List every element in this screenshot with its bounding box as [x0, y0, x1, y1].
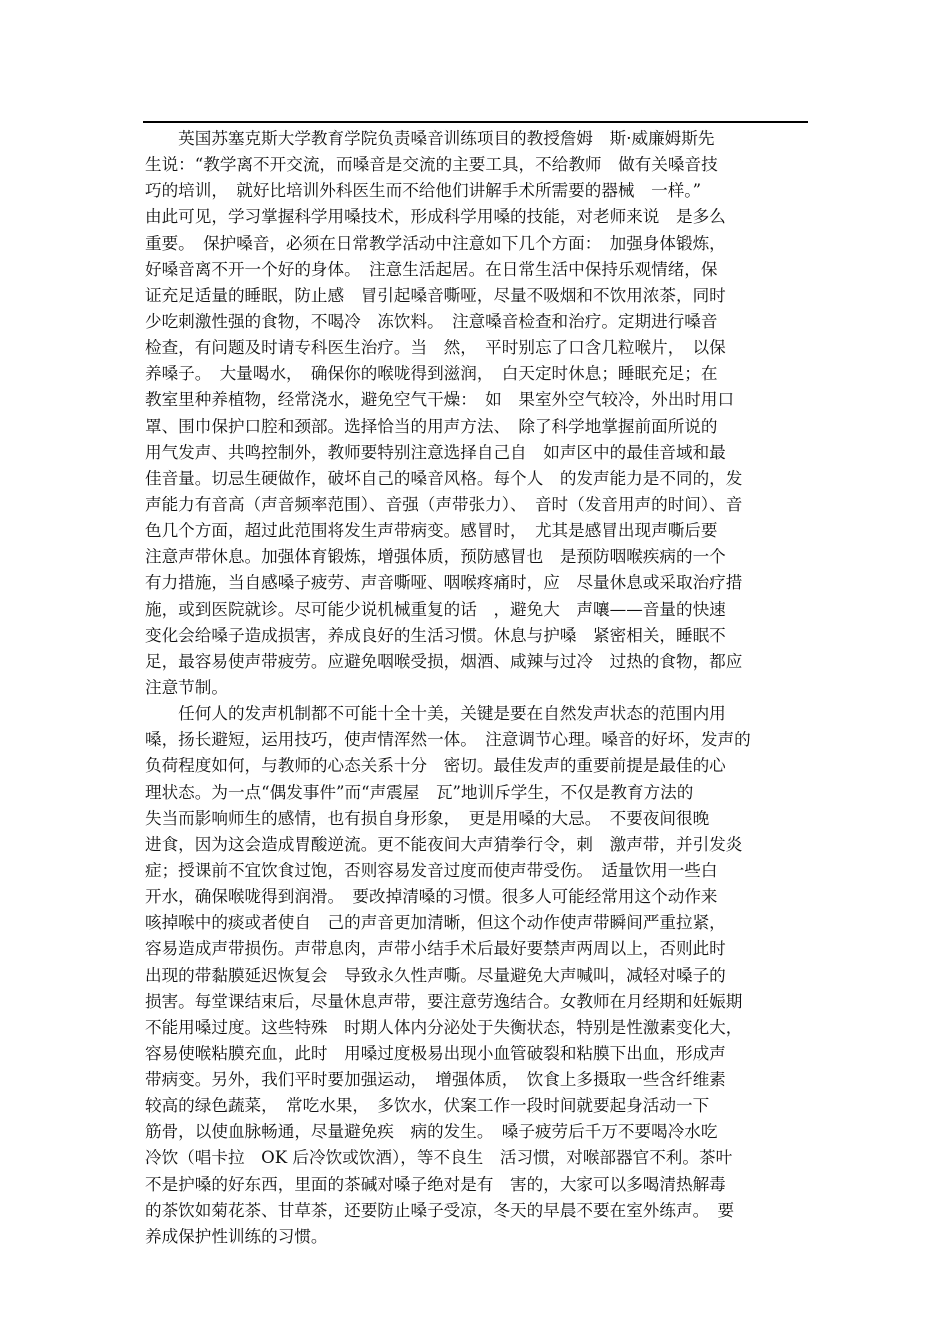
text-line: 养嗓子。 大量喝水， 确保你的喉咙得到滋润， 白天定时休息；睡眠充足；在 [145, 364, 718, 384]
body-text [145, 126, 813, 1250]
text-line: 较高的绿色蔬菜， 常吃水果， 多饮水，伏案工作一段时间就要起身活动一下 [145, 1096, 710, 1116]
text-line: 教室里种养植物，经常浇水，避免空气干燥： 如 果室外空气较冷，外出时用口 [145, 390, 735, 410]
text-line: 任何人的发声机制都不可能十全十美，关键是要在自然发声状态的范围内用 [145, 704, 726, 724]
text-line: 生说：“教学离不开交流，而嗓音是交流的主要工具，不给教师 做有关嗓音技 [145, 155, 718, 175]
text-line: 巧的培训， 就好比培训外科医生而不给他们讲解手术所需要的器械 一样。” [145, 181, 702, 201]
text-line: 证充足适量的睡眠，防止感 冒引起嗓音嘶哑，尽量不吸烟和不饮用浓茶，同时 [145, 285, 726, 305]
header-rule [143, 121, 808, 123]
text-line: 容易造成声带损伤。声带息肉，声带小结手术后最好要禁声两周以上，否则此时 [145, 939, 726, 959]
text-line: 嗓，扬长避短，运用技巧，使声情浑然一体。 注意调节心理。嗓音的好坏，发声的 [145, 730, 751, 750]
text-line: 的茶饮如菊花茶、甘草茶，还要防止嗓子受凉，冬天的早晨不要在室外练声。 要 [145, 1200, 735, 1220]
text-line: 容易使喉粘膜充血，此时 用嗓过度极易出现小血管破裂和粘膜下出血，形成声 [145, 1043, 726, 1063]
text-line: 症；授课前不宜饮食过饱，否则容易发音过度而使声带受伤。 适量饮用一些白 [145, 860, 718, 880]
text-line: 施，或到医院就诊。尽可能少说机械重复的话 ，避免大 声嚷——音量的快速 [145, 599, 726, 619]
text-line: 负荷程度如何，与教师的心态关系十分 密切。最佳发声的重要前提是最佳的心 [145, 756, 726, 776]
text-line: 色几个方面，超过此范围将发生声带病变。感冒时， 尤其是感冒出现声嘶后要 [145, 521, 718, 541]
text-line: 不能用嗓过度。这些特殊 时期人体内分泌处于失衡状态，特别是性激素变化大， [145, 1017, 743, 1037]
text-line: 变化会给嗓子造成损害，养成良好的生活习惯。休息与护嗓 紧密相关，睡眠不 [145, 625, 726, 645]
text-line: 冷饮（唱卡拉 OK 后冷饮或饮酒），等不良生 活习惯，对喉部器官不利。茶叶 [145, 1148, 733, 1168]
text-line: 罩、围巾保护口腔和颈部。选择恰当的用声方法、 除了科学地掌握前面所说的 [145, 416, 718, 436]
text-line: 重要。 保护嗓音，必须在日常教学活动中注意如下几个方面： 加强身体锻炼， [145, 233, 726, 253]
text-line: 英国苏塞克斯大学教育学院负责嗓音训练项目的教授詹姆 斯·威廉姆斯先 [145, 129, 715, 148]
text-line: 检查，有问题及时请专科医生治疗。当 然， 平时别忘了口含几粒喉片， 以保 [145, 338, 726, 358]
text-line: 开水，确保喉咙得到润滑。 要改掉清嗓的习惯。很多人可能经常用这个动作来 [145, 887, 718, 907]
text-line: 带病变。另外，我们平时要加强运动， 增强体质， 饮食上多摄取一些含纤维素 [145, 1070, 726, 1090]
text-line: 出现的带黏膜延迟恢复会 导致永久性声嘶。尽量避免大声喊叫，减轻对嗓子的 [145, 965, 726, 985]
text-line: 声能力有音高（声音频率范围）、音强（声带张力）、 音时（发音用声的时间）、音 [145, 494, 743, 514]
text-line: 养成保护性训练的习惯。 [145, 1226, 328, 1246]
text-line: 有力措施，当自感嗓子疲劳、声音嘶哑、咽喉疼痛时，应 尽量休息或采取治疗措 [145, 573, 743, 593]
text-line: 筋骨，以使血脉畅通，尽量避免疾 病的发生。 嗓子疲劳后千万不要喝冷水吃 [145, 1122, 718, 1142]
paragraph [145, 701, 813, 1250]
text-line: 失当而影响师生的感情，也有损自身形象， 更是用嗓的大忌。 不要夜间很晚 [145, 808, 710, 828]
text-line: 佳音量。切忌生硬做作，破坏自己的嗓音风格。每个人 的发声能力是不同的，发 [145, 468, 743, 488]
text-line: 不是护嗓的好东西，里面的茶碱对嗓子绝对是有 害的，大家可以多喝清热解毒 [145, 1174, 726, 1194]
text-line: 用气发声、共鸣控制外，教师要特别注意选择自己自 如声区中的最佳音域和最 [145, 442, 726, 462]
text-line: 好嗓音离不开一个好的身体。 注意生活起居。在日常生活中保持乐观情绪，保 [145, 259, 718, 279]
text-line: 由此可见，学习掌握科学用嗓技术，形成科学用嗓的技能，对老师来说 是多么 [145, 207, 726, 227]
text-line: 进食，因为这会造成胃酸逆流。更不能夜间大声猜拳行令，刺 激声带，并引发炎 [145, 834, 743, 854]
text-line: 少吃刺激性强的食物，不喝冷 冻饮料。 注意嗓音检查和治疗。定期进行嗓音 [145, 311, 718, 331]
text-line: 足，最容易使声带疲劳。应避免咽喉受损，烟酒、咸辣与过冷 过热的食物，都应 [145, 651, 743, 671]
text-line: 损害。每堂课结束后，尽量休息声带，要注意劳逸结合。女教师在月经期和妊娠期 [145, 991, 743, 1011]
text-line: 咳掉喉中的痰或者使自 己的声音更加清晰，但这个动作使声带瞬间严重拉紧， [145, 913, 726, 933]
text-line: 理状态。为一点“偶发事件”而“声震屋 瓦”地训斥学生，不仅是教育方法的 [145, 782, 694, 802]
text-line: 注意节制。 [145, 677, 228, 697]
paragraph [145, 126, 813, 701]
text-line: 注意声带休息。加强体育锻炼，增强体质，预防感冒也 是预防咽喉疾病的一个 [145, 547, 726, 567]
